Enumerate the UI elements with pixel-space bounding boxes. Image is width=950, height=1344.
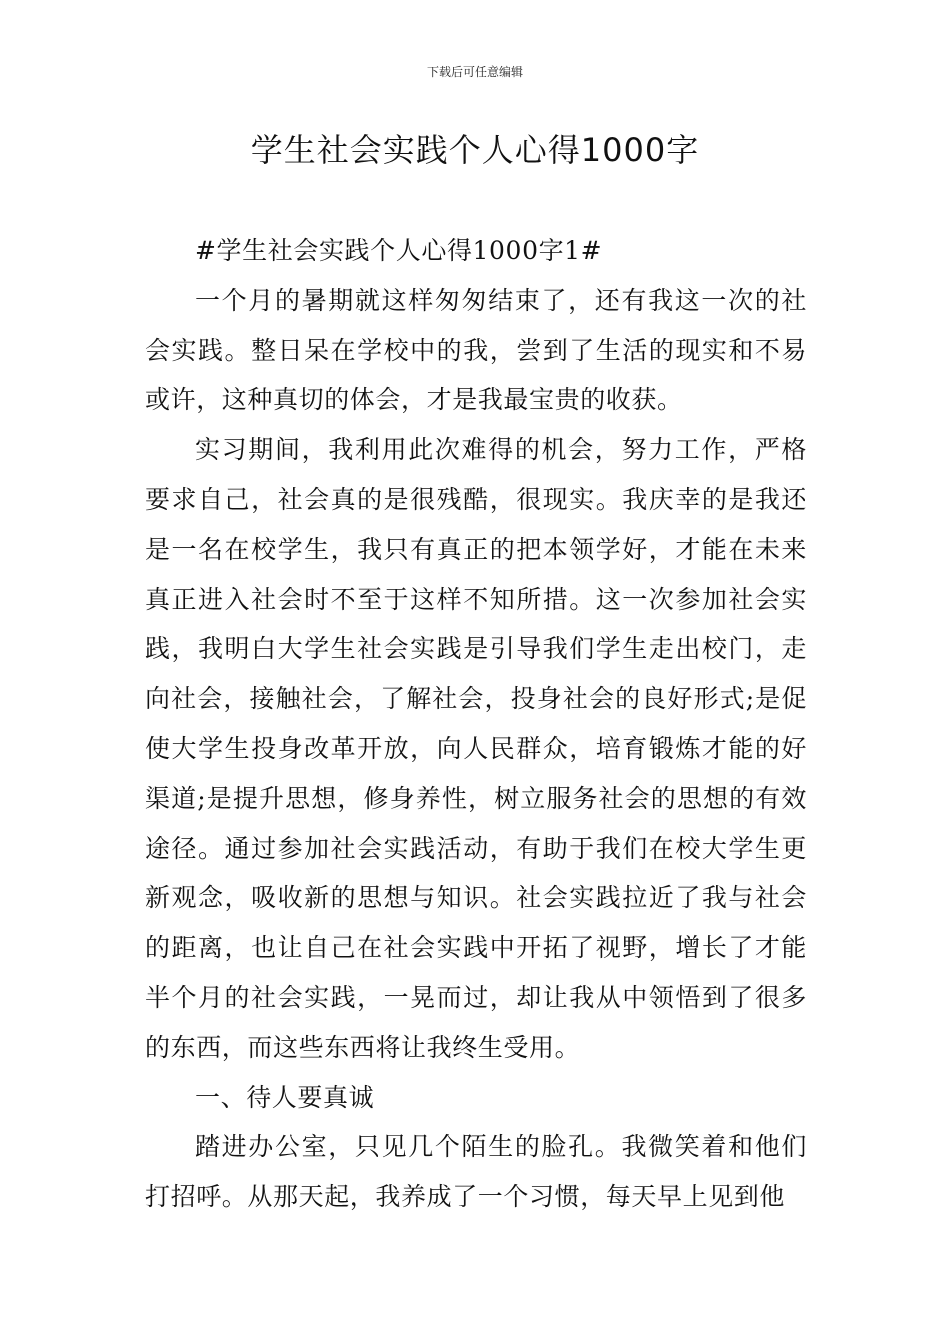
- paragraph: 实习期间，我利用此次难得的机会，努力工作，严格要求自己，社会真的是很残酷，很现实。我庆幸的是我还是一名在校学生，我只有真正的把本领学好，才能在未来真正进入社会时不至于这样不知所措。这一次参加社会实践，我明白大学生社会实践是引导我们学生走出校门，走向社会，接触社会，了解社会，投身社会的良好形式;是促使大学生投身改革开放，向人民群众，培育锻炼才能的好渠道;是提升思想，修身养性，树立服务社会的思想的有效途径。通过参加社会实践活动，有助于我们在校大学生更新观念，吸收新的思想与知识。社会实践拉近了我与社会的距离，也让自己在社会实践中开拓了视野，增长了才能半个月的社会实践，一晃而过，却让我从中领悟到了很多的东西，而这些东西将让我终生受用。: [145, 435, 807, 1062]
- section-heading: #学生社会实践个人心得1000字1#: [195, 236, 603, 265]
- subsection-heading: 一、待人要真诚: [195, 1082, 375, 1112]
- document-title: 学生社会实践个人心得1000字: [250, 131, 700, 169]
- paragraph: 踏进办公室，只见几个陌生的脸孔。我微笑着和他们打招呼。从那天起，我养成了一个习惯，每天早上见到他: [145, 1132, 807, 1212]
- header-note: 下载后可任意编辑: [426, 65, 523, 79]
- document-body: [145, 226, 807, 1222]
- paragraph: 一个月的暑期就这样匆匆结束了，还有我这一次的社会实践。整日呆在学校中的我，尝到了生活的现实和不易或许，这种真切的体会，才是我最宝贵的收获。: [145, 285, 807, 415]
